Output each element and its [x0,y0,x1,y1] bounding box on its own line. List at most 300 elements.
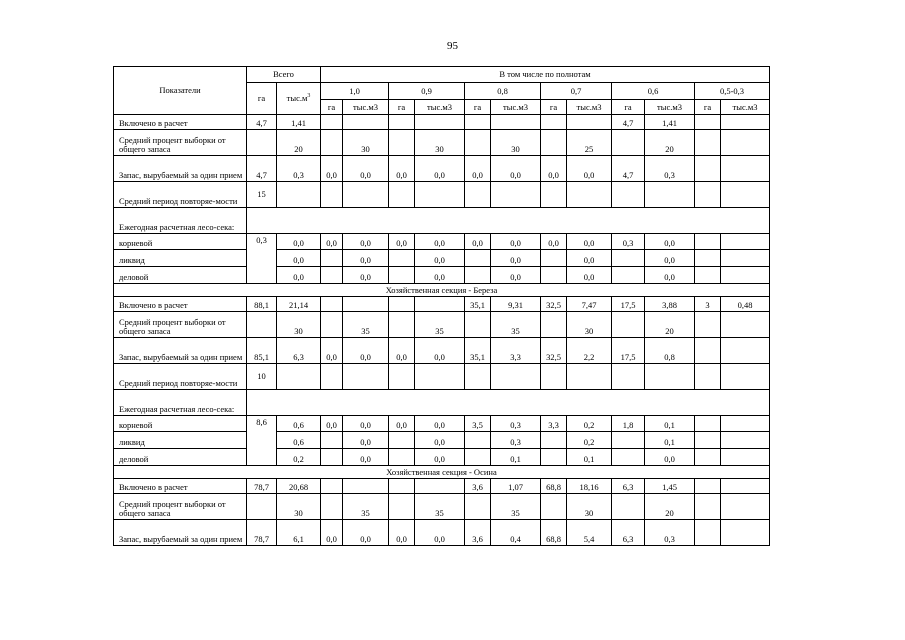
value-cell [321,250,343,267]
value-cell [389,449,415,466]
table-row [114,250,770,267]
value-cell [695,250,721,267]
value-cell [721,338,770,364]
value-cell: 78,7 [247,479,277,494]
value-cell [695,520,721,546]
section-title: Хозяйственная секция - Береза [114,284,770,297]
value-cell [277,182,321,208]
row-label: деловой [114,267,247,284]
value-cell [389,312,415,338]
value-cell: 3,3 [491,338,541,364]
value-cell [612,250,645,267]
value-cell [541,182,567,208]
row-label: Запас, вырубаемый за один прием [114,338,247,364]
row-label: Запас, вырубаемый за один прием [114,156,247,182]
value-cell [415,182,465,208]
value-cell: 18,16 [567,479,612,494]
value-cell [612,364,645,390]
value-cell: 6,3 [612,520,645,546]
sub-header-m3: тыс.м3 [415,100,465,115]
value-cell: 0,0 [465,156,491,182]
value-cell [721,520,770,546]
value-cell: 35 [491,494,541,520]
value-cell [612,494,645,520]
value-cell [321,130,343,156]
table-row [114,479,770,494]
value-cell [695,234,721,250]
value-cell: 6,1 [277,520,321,546]
value-cell [721,449,770,466]
value-cell [721,479,770,494]
table-row [114,432,770,449]
value-cell: 0,0 [415,234,465,250]
value-cell [343,297,389,312]
value-cell: 0,0 [415,416,465,432]
value-cell [612,312,645,338]
value-cell: 1,41 [645,115,695,130]
sub-header-m3: тыс.м3 [491,100,541,115]
value-cell: 30 [491,130,541,156]
value-cell [343,182,389,208]
value-cell [247,130,277,156]
value-cell [721,267,770,284]
value-cell: 30 [277,312,321,338]
value-cell: 0,0 [415,432,465,449]
value-cell: 0,0 [491,250,541,267]
value-cell [541,449,567,466]
value-cell [612,449,645,466]
value-cell: 68,8 [541,520,567,546]
row-label: Включено в расчет [114,479,247,494]
row-label: Средний период повторяе-мости [114,364,247,390]
value-cell [695,182,721,208]
value-cell [465,182,491,208]
table-row [114,338,770,364]
including-header: В том числе по полнотам [321,67,770,83]
value-cell: 0,2 [277,449,321,466]
value-cell [465,115,491,130]
value-cell: 0,0 [645,267,695,284]
row-label: Средний процент выборки от общего запаса [114,130,247,156]
total-header: Всего [247,67,321,83]
value-cell: 0,0 [389,156,415,182]
value-cell: 3 [695,297,721,312]
value-cell: 0,0 [343,267,389,284]
table-row [114,449,770,466]
value-cell: 0,0 [343,449,389,466]
value-cell [695,416,721,432]
value-cell: 0,0 [645,250,695,267]
value-cell: 35 [491,312,541,338]
value-cell: 35 [343,312,389,338]
value-cell [465,432,491,449]
value-cell: 4,7 [612,115,645,130]
value-cell: 0,0 [321,234,343,250]
value-cell [465,449,491,466]
value-cell [695,479,721,494]
value-cell [645,364,695,390]
value-cell [321,115,343,130]
value-cell: 10 [247,364,277,390]
value-cell: 0,0 [343,416,389,432]
value-cell [247,312,277,338]
value-cell [415,115,465,130]
value-cell [343,364,389,390]
value-cell [695,338,721,364]
table-row [114,416,770,432]
row-label: Включено в расчет [114,115,247,130]
value-cell [321,267,343,284]
value-cell [612,130,645,156]
value-cell [389,364,415,390]
value-cell [465,312,491,338]
value-cell: 0,0 [343,432,389,449]
value-cell: 0,0 [415,250,465,267]
value-cell: 30 [567,312,612,338]
value-cell [389,182,415,208]
total-ha-header: га [247,83,277,115]
value-cell: 0,0 [491,156,541,182]
value-cell: 4,7 [612,156,645,182]
table-row [114,234,770,250]
value-cell [389,267,415,284]
value-cell: 32,5 [541,297,567,312]
value-cell: 30 [567,494,612,520]
value-cell: 6,3 [277,338,321,364]
density-header: 0,5-0,3 [695,83,770,100]
page-number: 95 [447,40,458,52]
table-row [114,297,770,312]
value-cell: 0,0 [321,156,343,182]
value-cell: 88,1 [247,297,277,312]
value-cell: 20 [645,494,695,520]
value-cell: 0,0 [277,234,321,250]
value-cell: 0,3 [645,156,695,182]
value-cell: 4,7 [247,115,277,130]
sub-header-m3: тыс.м3 [721,100,770,115]
table-row [114,130,770,156]
value-cell [695,115,721,130]
value-cell: 20 [277,130,321,156]
value-cell: 0,0 [389,234,415,250]
value-cell: 3,3 [541,416,567,432]
value-cell: 7,47 [567,297,612,312]
value-cell: 0,0 [645,234,695,250]
sub-header-ha: га [541,100,567,115]
value-cell: 15 [247,182,277,208]
sub-header-m3: тыс.м3 [567,100,612,115]
density-header: 0,8 [465,83,541,100]
value-cell: 0,3 [491,432,541,449]
row-label: Запас, вырубаемый за один прием [114,520,247,546]
value-cell [721,364,770,390]
value-cell [465,494,491,520]
value-cell: 3,5 [465,416,491,432]
value-cell: 0,0 [415,267,465,284]
value-cell: 35 [415,312,465,338]
table-row [114,284,770,297]
value-cell [389,130,415,156]
value-cell [721,156,770,182]
value-cell [567,182,612,208]
table-row [114,312,770,338]
value-cell [277,364,321,390]
value-cell [612,267,645,284]
value-cell: 3,88 [645,297,695,312]
value-cell: 0,0 [415,520,465,546]
value-cell [541,494,567,520]
value-cell: 0,0 [389,416,415,432]
value-cell: 0,8 [645,338,695,364]
sub-header-ha: га [612,100,645,115]
row-label: деловой [114,449,247,466]
value-cell [247,494,277,520]
value-cell: 0,0 [389,520,415,546]
sub-header-m3: тыс.м3 [645,100,695,115]
value-cell: 0,0 [389,338,415,364]
value-cell [695,267,721,284]
value-cell: 0,0 [415,338,465,364]
value-cell [491,364,541,390]
value-cell: 0,0 [277,267,321,284]
value-cell [721,432,770,449]
value-cell [721,130,770,156]
row-label: Средний процент выборки от общего запаса [114,494,247,520]
value-cell [465,267,491,284]
value-cell [567,364,612,390]
value-cell: 30 [343,130,389,156]
value-cell: 0,0 [343,520,389,546]
value-cell [321,364,343,390]
value-cell [321,297,343,312]
value-cell: 0,0 [343,338,389,364]
value-cell: 6,3 [612,479,645,494]
value-cell [321,182,343,208]
value-cell: 30 [415,130,465,156]
value-cell [389,297,415,312]
value-cell: 0,0 [343,250,389,267]
value-cell: 20,68 [277,479,321,494]
value-cell [612,182,645,208]
value-cell [721,416,770,432]
value-cell: 0,0 [567,267,612,284]
value-cell: 0,3 [645,520,695,546]
value-cell: 0,0 [491,267,541,284]
value-cell: 0,0 [541,234,567,250]
value-cell [567,115,612,130]
value-cell: 0,1 [567,449,612,466]
value-cell [343,115,389,130]
value-cell: 0,0 [567,156,612,182]
value-cell: 0,1 [645,432,695,449]
value-cell: 20 [645,312,695,338]
annual-spacer [247,390,770,416]
value-cell: 1,8 [612,416,645,432]
annual-ha: 0,3 [247,234,277,284]
value-cell: 4,7 [247,156,277,182]
value-cell [389,494,415,520]
value-cell: 0,1 [491,449,541,466]
value-cell: 17,5 [612,297,645,312]
value-cell: 78,7 [247,520,277,546]
value-cell [343,479,389,494]
value-cell: 0,0 [415,156,465,182]
value-cell [721,234,770,250]
value-cell: 0,1 [645,416,695,432]
value-cell: 0,6 [277,416,321,432]
value-cell [465,250,491,267]
value-cell: 0,0 [321,338,343,364]
value-cell: 35 [343,494,389,520]
sub-header-ha: га [465,100,491,115]
value-cell [321,494,343,520]
value-cell: 0,0 [415,449,465,466]
row-label: Ежегодная расчетная лесо-сека: [114,208,247,234]
value-cell: 1,07 [491,479,541,494]
value-cell [695,364,721,390]
table-row [114,466,770,479]
value-cell: 0,0 [645,449,695,466]
value-cell: 0,0 [321,520,343,546]
value-cell: 0,0 [491,234,541,250]
value-cell: 0,0 [541,156,567,182]
value-cell [695,156,721,182]
value-cell: 1,45 [645,479,695,494]
value-cell [415,364,465,390]
value-cell [321,312,343,338]
value-cell [541,115,567,130]
value-cell: 0,0 [465,234,491,250]
value-cell: 5,4 [567,520,612,546]
table-row [114,115,770,130]
value-cell: 17,5 [612,338,645,364]
value-cell [321,449,343,466]
value-cell: 0,0 [277,250,321,267]
value-cell: 25 [567,130,612,156]
value-cell [541,250,567,267]
table-row [114,390,770,416]
value-cell [415,297,465,312]
value-cell [321,479,343,494]
value-cell [389,115,415,130]
sub-header-ha: га [695,100,721,115]
value-cell [415,479,465,494]
value-cell: 1,41 [277,115,321,130]
value-cell: 35,1 [465,338,491,364]
value-cell: 3,6 [465,520,491,546]
density-header: 0,9 [389,83,465,100]
value-cell: 0,0 [567,250,612,267]
total-m3-header: $тыс.м^3$ [277,83,321,115]
value-cell: 30 [277,494,321,520]
value-cell: 32,5 [541,338,567,364]
row-label: Ежегодная расчетная лесо-сека: [114,390,247,416]
value-cell [721,250,770,267]
value-cell [389,479,415,494]
value-cell [695,432,721,449]
value-cell [695,494,721,520]
table-row [114,156,770,182]
indicators-header: Показатели [114,67,247,115]
value-cell [541,312,567,338]
value-cell: 0,2 [567,432,612,449]
table-row [114,208,770,234]
value-cell [491,182,541,208]
value-cell [541,364,567,390]
value-cell: 0,4 [491,520,541,546]
row-label: корневой [114,416,247,432]
density-header: 1,0 [321,83,389,100]
row-label: Включено в расчет [114,297,247,312]
value-cell [612,432,645,449]
value-cell: 85,1 [247,338,277,364]
value-cell: 0,3 [612,234,645,250]
value-cell [541,130,567,156]
table-row [114,182,770,208]
value-cell [465,130,491,156]
value-cell [389,432,415,449]
value-cell: 0,3 [277,156,321,182]
value-cell [721,115,770,130]
cutting-table [113,66,770,546]
annual-spacer [247,208,770,234]
value-cell: 0,0 [567,234,612,250]
row-label: корневой [114,234,247,250]
value-cell [695,312,721,338]
value-cell [321,432,343,449]
row-label: Средний период повторяе-мости [114,182,247,208]
value-cell [541,267,567,284]
value-cell: 0,0 [321,416,343,432]
sub-header-m3: тыс.м3 [343,100,389,115]
table-row [114,494,770,520]
value-cell [721,494,770,520]
row-label: ликвид [114,250,247,267]
value-cell: 9,31 [491,297,541,312]
value-cell: 21,14 [277,297,321,312]
row-label: Средний процент выборки от общего запаса [114,312,247,338]
value-cell [491,115,541,130]
value-cell [541,432,567,449]
table-row [114,364,770,390]
value-cell: 68,8 [541,479,567,494]
row-label: ликвид [114,432,247,449]
density-header: 0,6 [612,83,695,100]
value-cell: 0,0 [343,156,389,182]
value-cell: 0,0 [343,234,389,250]
value-cell [465,364,491,390]
value-cell: 2,2 [567,338,612,364]
annual-ha: 8,6 [247,416,277,466]
value-cell: 35,1 [465,297,491,312]
section-title: Хозяйственная секция - Осина [114,466,770,479]
table-row [114,267,770,284]
value-cell: 3,6 [465,479,491,494]
value-cell: 0,6 [277,432,321,449]
sub-header-ha: га [321,100,343,115]
table-row [114,520,770,546]
value-cell: 0,3 [491,416,541,432]
value-cell [645,182,695,208]
value-cell: 0,2 [567,416,612,432]
value-cell [721,182,770,208]
value-cell: 35 [415,494,465,520]
value-cell [695,449,721,466]
value-cell [389,250,415,267]
value-cell: 20 [645,130,695,156]
sub-header-ha: га [389,100,415,115]
value-cell: 0,48 [721,297,770,312]
